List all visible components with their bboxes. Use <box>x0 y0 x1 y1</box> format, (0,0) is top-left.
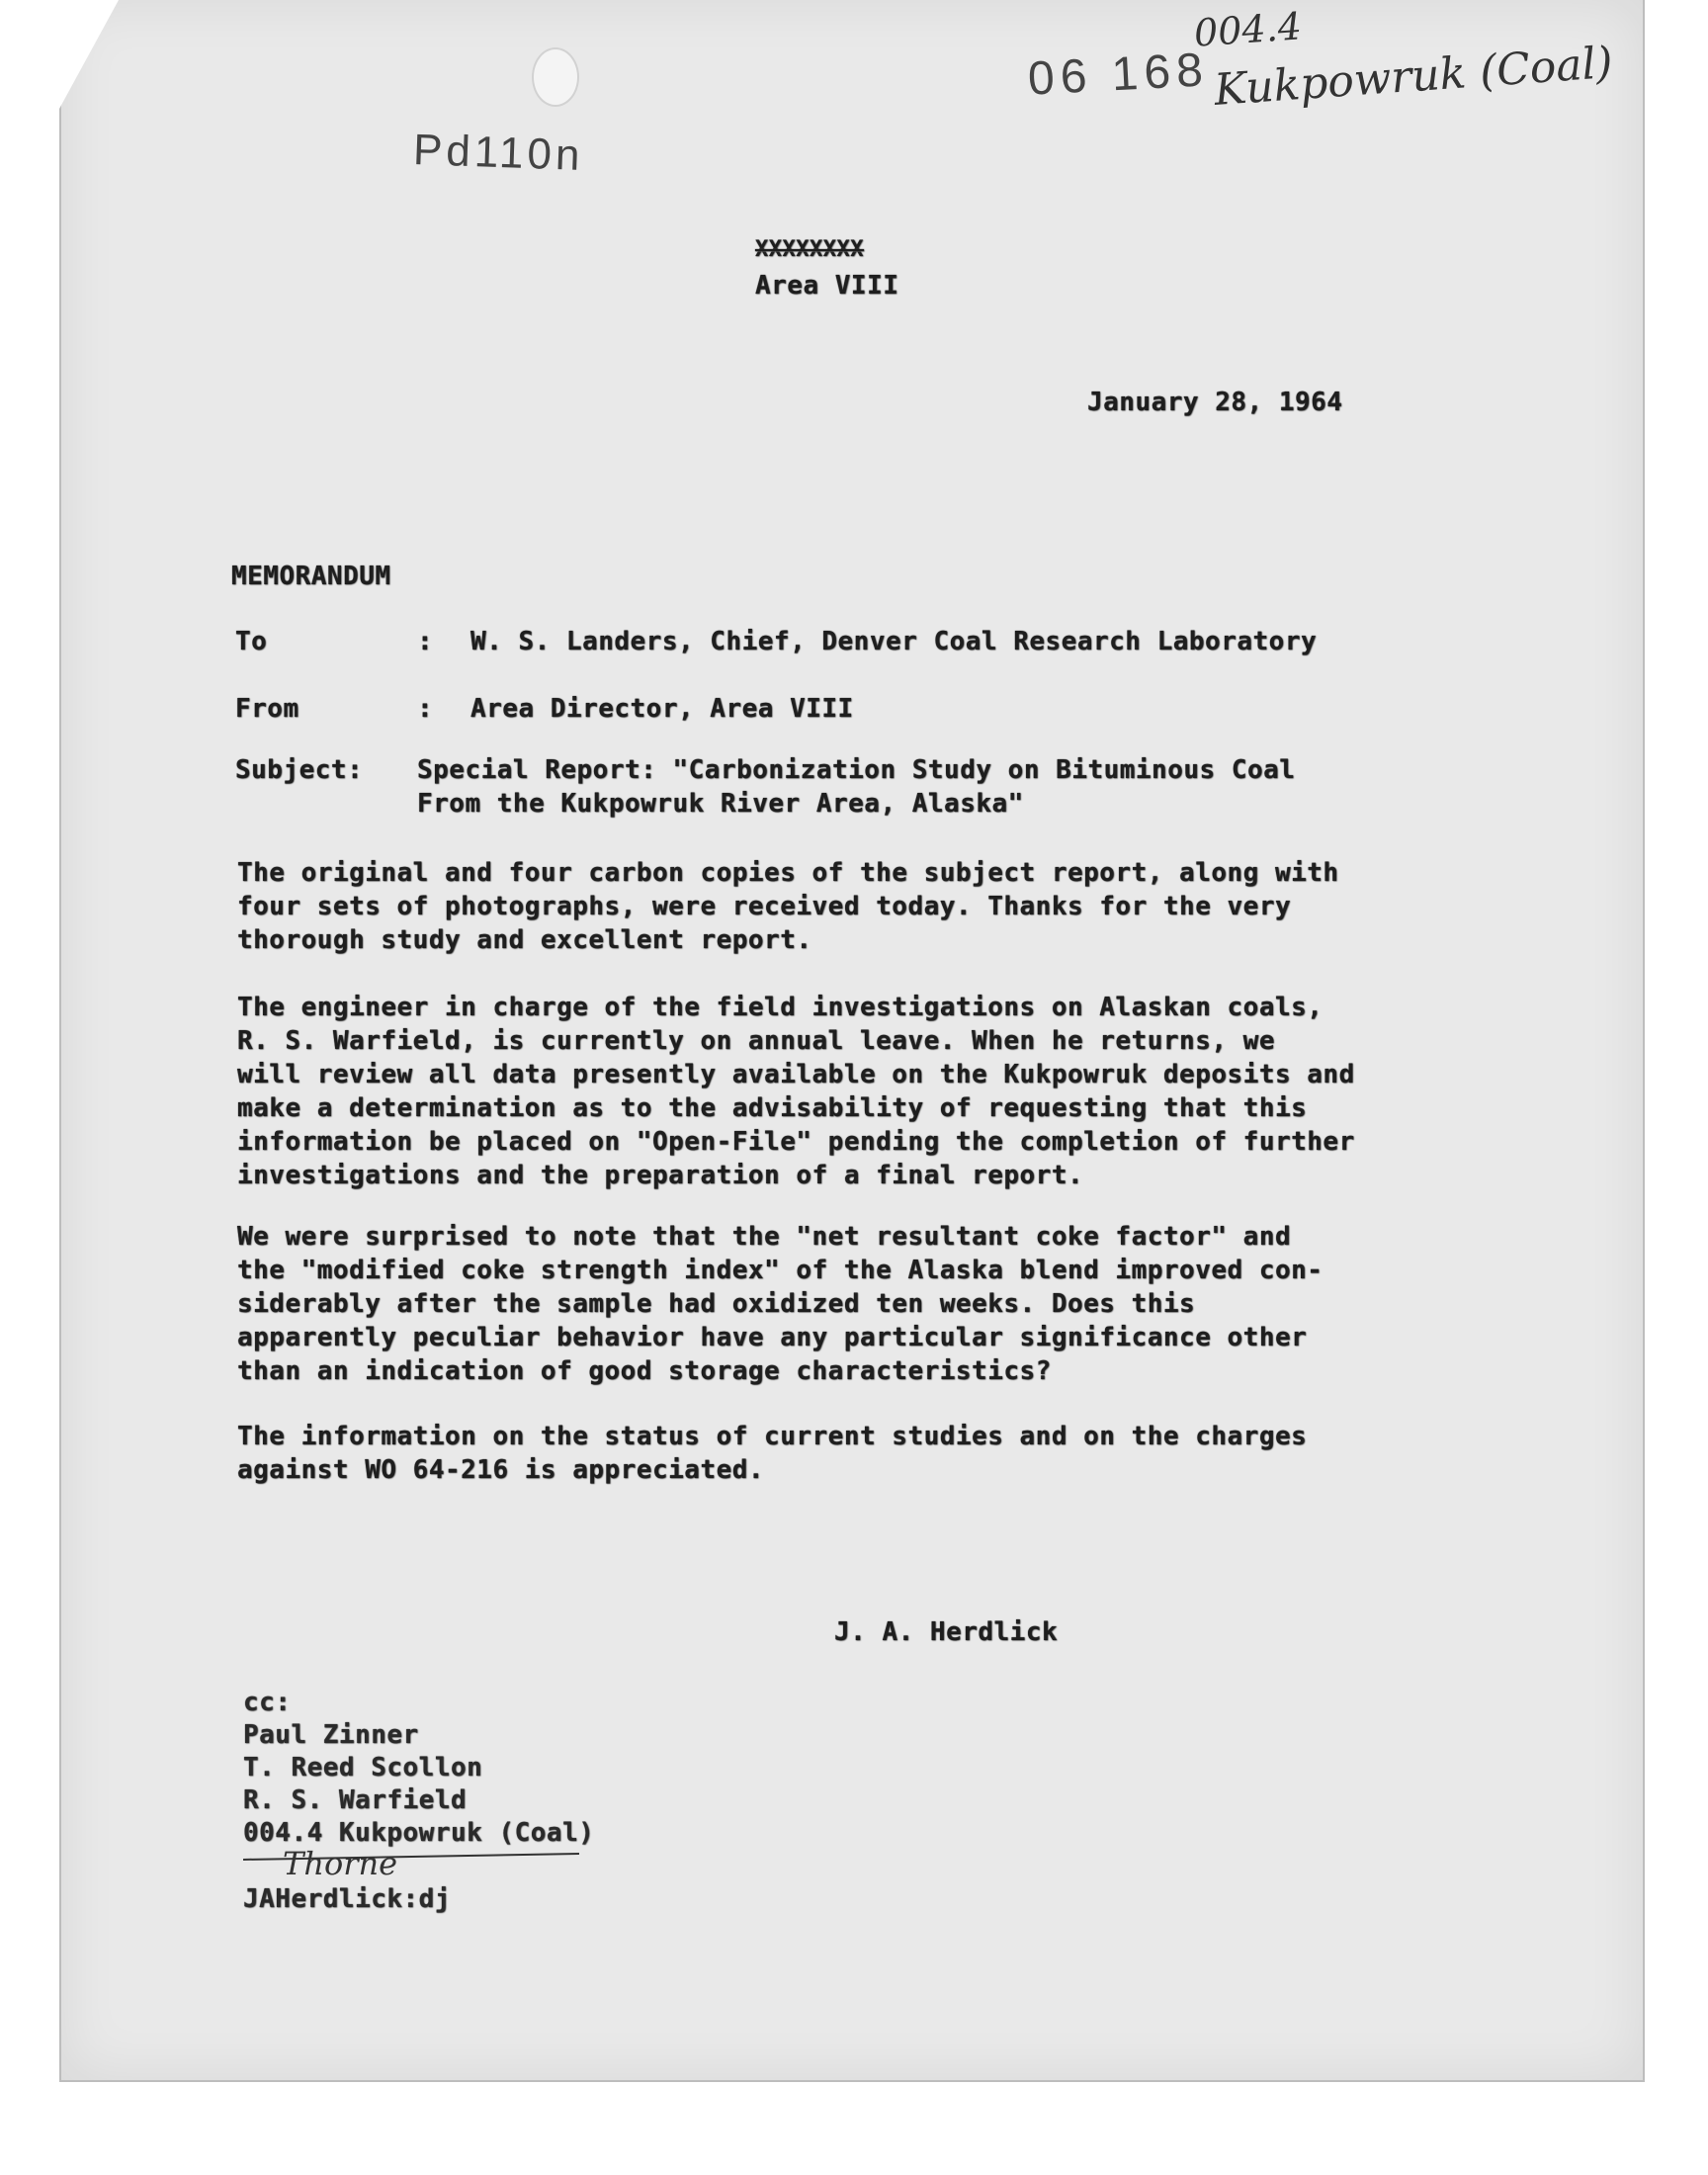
from-label: From <box>235 694 299 724</box>
paragraph-2 <box>237 991 1355 1192</box>
memo-type: MEMORANDUM <box>231 562 391 591</box>
to-label: To <box>235 627 268 656</box>
cc-recipient: 004.4 Kukpowruk (Coal) <box>243 1818 595 1848</box>
paragraph-line: The engineer in charge of the field investigations on Alaskan coals, <box>237 993 1324 1022</box>
to-field <box>235 627 1317 656</box>
file-reference: 004.4 <box>1192 4 1304 55</box>
paragraph-line: information be placed on "Open-File" pending the completion of further <box>237 1127 1355 1157</box>
memo-date: January 28, 1964 <box>1087 388 1343 417</box>
file-subject: Kukpowruk (Coal) <box>1212 37 1615 117</box>
paragraph-line: The original and four carbon copies of the subject report, along with <box>237 858 1339 888</box>
subject-line-1: Special Report: "Carbonization Study on Bituminous Coal <box>417 755 1296 785</box>
paragraph-line: make a determination as to the advisability of requesting that this <box>237 1093 1308 1123</box>
paragraph-line: against WO 64-216 is appreciated. <box>237 1455 765 1485</box>
to-value: W. S. Landers, Chief, Denver Coal Research Laboratory <box>470 627 1318 656</box>
cc-recipient: T. Reed Scollon <box>243 1753 483 1783</box>
paragraph-line: We were surprised to note that the "net resultant coke factor" and <box>237 1222 1292 1252</box>
file-number: 06 168 <box>1026 44 1211 106</box>
paragraph-line: siderably after the sample had oxidized ten weeks. Does this <box>237 1289 1196 1319</box>
typist-reference: JAHerdlick:dj <box>243 1884 451 1914</box>
handwritten-initials: Thorne <box>283 1845 398 1882</box>
paragraph-4 <box>237 1420 1307 1487</box>
cc-recipient: R. S. Warfield <box>243 1785 468 1815</box>
paragraph-3 <box>237 1220 1323 1388</box>
subject-line-2: From the Kukpowruk River Area, Alaska" <box>417 789 1024 819</box>
to-colon: : <box>417 627 434 656</box>
paragraph-line: four sets of photographs, were received today. Thanks for the very <box>237 892 1292 921</box>
paragraph-line: will review all data presently available on the Kukpowruk deposits and <box>237 1060 1355 1089</box>
paragraph-line: The information on the status of current studies and on the charges <box>237 1422 1308 1451</box>
paragraph-line: thorough study and excellent report. <box>237 925 812 955</box>
paragraph-line: investigations and the preparation of a final report. <box>237 1161 1084 1190</box>
struck-heading: XXXXXXXX <box>755 237 864 262</box>
from-field <box>235 694 854 724</box>
paragraph-line: the "modified coke strength index" of the Alaska blend improved con- <box>237 1256 1324 1285</box>
punch-hole <box>532 47 579 107</box>
paragraph-line: apparently peculiar behavior have any particular significance other <box>237 1323 1308 1352</box>
cc-list <box>243 1687 594 1850</box>
stamped-code: Pd110n <box>412 126 585 180</box>
cc-label: cc: <box>243 1688 292 1717</box>
paragraph-line: R. S. Warfield, is currently on annual leave. When he returns, we <box>237 1026 1275 1056</box>
from-value: Area Director, Area VIII <box>470 694 854 724</box>
paragraph-1 <box>237 856 1339 957</box>
signature-name: J. A. Herdlick <box>834 1617 1059 1647</box>
subject-label: Subject: <box>235 755 364 785</box>
area-heading: Area VIII <box>755 271 899 301</box>
torn-corner <box>59 0 119 109</box>
from-colon: : <box>417 694 434 724</box>
paragraph-line: than an indication of good storage characteristics? <box>237 1356 1052 1386</box>
cc-recipient: Paul Zinner <box>243 1720 419 1750</box>
